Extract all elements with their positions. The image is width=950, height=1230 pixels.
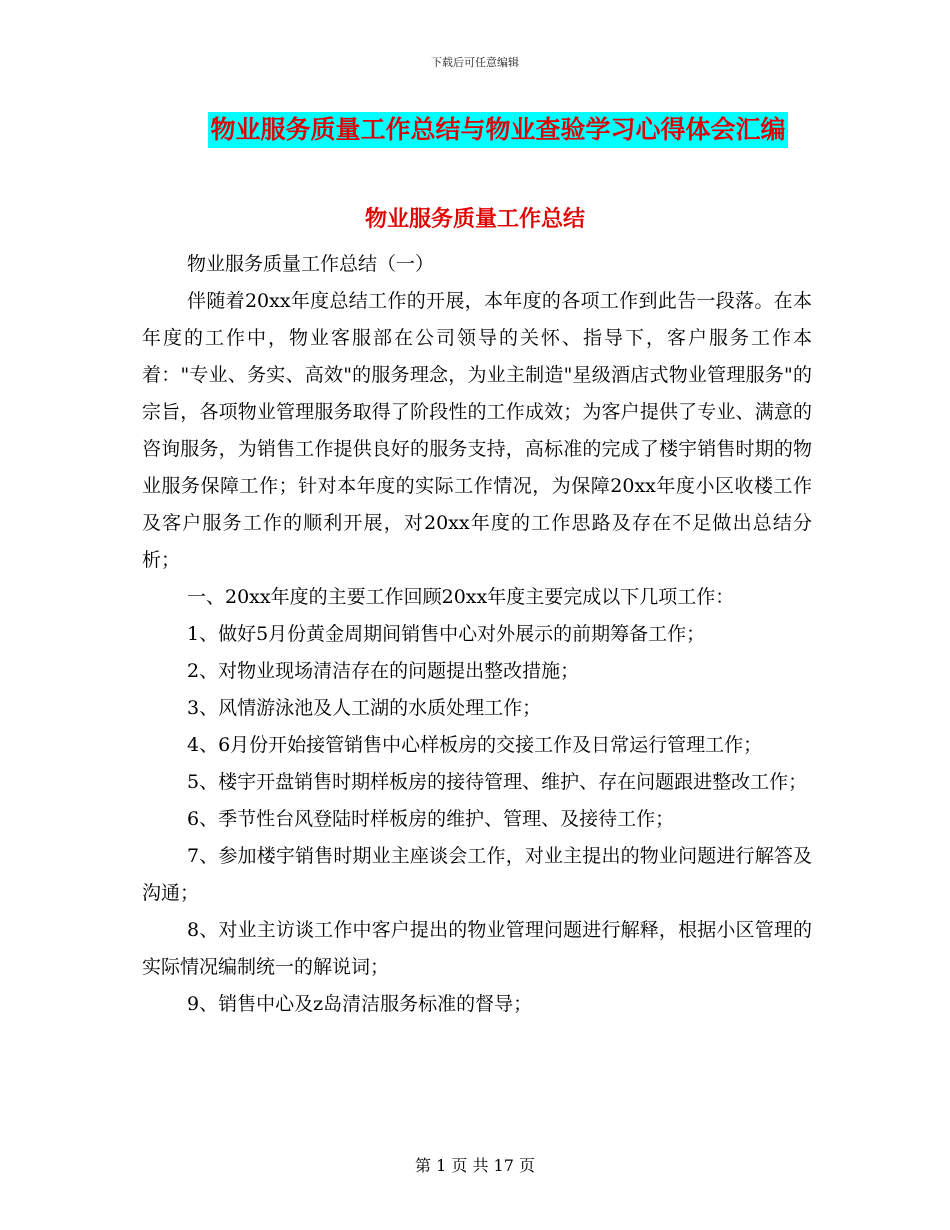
section-title: 物业服务质量工作总结 [364, 206, 585, 232]
list-item: 6、季节性台风登陆时样板房的维护、管理、及接待工作； [187, 808, 675, 830]
document-body [142, 246, 812, 1023]
paragraph-subtitle: 物业服务质量工作总结（一） [187, 253, 435, 275]
list-item: 1、做好5月份黄金周期间销售中心对外展示的前期筹备工作； [187, 623, 706, 645]
list-item: 7、参加楼宇销售时期业主座谈会工作，对业主提出的物业问题进行解答及沟通； [142, 845, 812, 904]
main-title: 物业服务质量工作总结与物业查验学习心得体会汇编 [208, 112, 787, 148]
list-item: 3、风情游泳池及人工湖的水质处理工作； [187, 697, 542, 719]
main-title-container [0, 112, 950, 148]
paragraph-section-one: 一、20xx年度的主要工作回顾20xx年度主要完成以下几项工作： [187, 586, 735, 608]
list-item: 4、6月份开始接管销售中心样板房的交接工作及日常运行管理工作； [187, 734, 763, 756]
list-item: 5、楼宇开盘销售时期样板房的接待管理、维护、存在问题跟进整改工作； [187, 771, 808, 793]
list-item: 9、销售中心及z岛清洁服务标准的督导； [187, 993, 533, 1015]
header-note: 下载后可任意编辑 [431, 56, 519, 69]
list-item: 2、对物业现场清洁存在的问题提出整改措施； [187, 660, 580, 682]
page-number-footer: 第 1 页 共 17 页 [415, 1156, 535, 1175]
paragraph-intro: 伴随着20xx年度总结工作的开展，本年度的各项工作到此告一段落。在本年度的工作中，物业客服部在公司领导的关怀、指导下，客户服务工作本着："专业、务实、高效"的服务理念，为业主制造"星级酒店式物业管理服务"的宗旨，各项物业管理服务取得了阶段性的工作成效；为客户提供了专业、满意的咨询服务，为销售工作提供良好的服务支持，高标准的完成了楼宇销售时期的物业服务保障工作；针对本年度的实际工作情况，为保障20xx年度小区收楼工作及客户服务工作的顺利开展，对20xx年度的工作思路及存在不足做出总结分析； [142, 290, 812, 571]
list-item: 8、对业主访谈工作中客户提出的物业管理问题进行解释，根据小区管理的实际情况编制统一的解说词； [142, 919, 812, 978]
